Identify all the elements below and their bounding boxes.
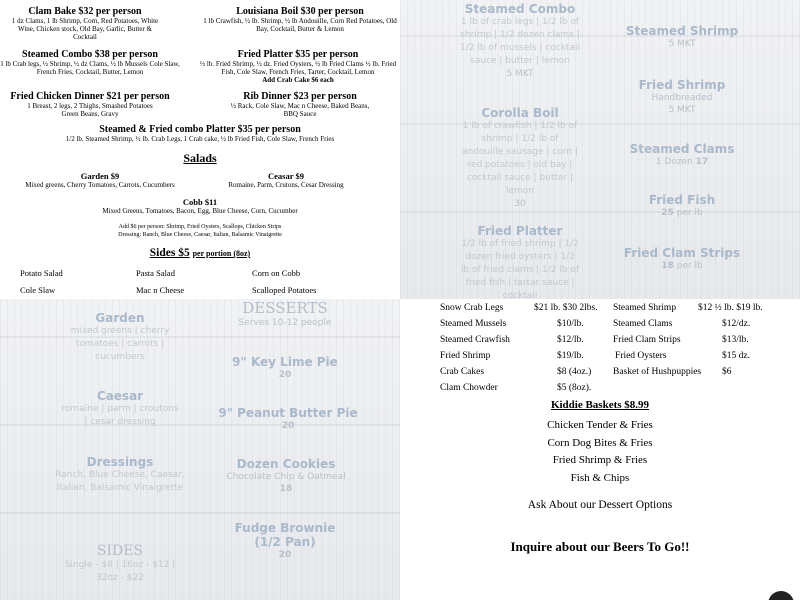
ghost-title: Corolla Boil	[481, 106, 559, 120]
ghost-desc: Single - $8 | 16oz - $12 | 32oz - $22	[64, 560, 176, 583]
price-value: $12/lb.	[557, 335, 584, 345]
price-value: $10/lb.	[557, 319, 584, 329]
ghost-title: Fried Platter	[477, 224, 563, 238]
price-value: $21 lb. $30 2lbs.	[534, 303, 598, 313]
side-item: Mac n Cheese	[136, 285, 185, 295]
ghost-sub	[624, 156, 740, 168]
ghost-price: 5 MKT	[668, 105, 696, 115]
ghost-title: Dressings	[86, 455, 154, 469]
price-name: Fried Clam Strips	[613, 335, 681, 345]
dessert-note: Ask About our Dessert Options	[527, 499, 673, 511]
menu-item-steamed-combo	[0, 49, 180, 76]
ghost-price: 5 MKT	[668, 39, 696, 49]
ghost-desc: Ranch, Blue Cheese, Caesar, Italian, Balsamic Vinaigrette	[55, 470, 185, 493]
wood-menu-panel-bottom	[0, 299, 400, 600]
item-title: Fried Platter $35 per person	[237, 49, 359, 60]
side-item: Pasta Salad	[136, 268, 175, 278]
kiddie-item: Fish & Chips	[570, 471, 630, 484]
salad-title: Ceasar $9	[268, 171, 304, 181]
ghost-item-steamed-combo	[460, 2, 580, 80]
menu-item-clam-bake	[0, 6, 170, 41]
ghost-price: 5 MKT	[506, 69, 534, 79]
item-desc: 1 lb Crawfish, ½ lb. Shrimp, ½ lb Andouille, Corn Red Potatoes, Old Bay, Cocktail, Butter & Lemon	[203, 17, 397, 33]
item-title: Fried Chicken Dinner $21 per person	[10, 91, 170, 102]
menu-item-fried-chicken	[0, 91, 180, 118]
item-title: Steamed & Fried combo Platter $35 per person	[99, 124, 301, 135]
ghost-price: 30	[514, 199, 526, 209]
ghost-item-fried-clam-strips	[620, 246, 744, 272]
ghost-item-caesar	[60, 389, 180, 429]
ghost-item-fried-platter	[460, 224, 580, 299]
ghost-item-dressings	[54, 455, 186, 495]
ghost-sub-text: 1 Dozen	[655, 157, 693, 167]
price-name: Crab Cakes	[440, 367, 485, 377]
ghost-desserts-header	[220, 299, 350, 329]
item-title: Louisiana Boil $30 per person	[236, 6, 364, 17]
menu-item-combo-platter	[0, 124, 400, 143]
item-desc: 1 lb Crab legs, ½ Shrimp, ½ dz Clams, ½ lb Mussels Cole Slaw, French Fries, Cocktail, Butter, Lemon	[0, 60, 180, 76]
item-desc: 1 dz Clams, 1 lb Shrimp, Corn, Red Potatoes, White Wine, Chicken stock, Old Bay, Garlic, Butter & Cocktail	[11, 17, 159, 41]
salad-desc: Mixed greens, Cherry Tomatoes, Carrots, Cucumbers	[25, 181, 175, 189]
ghost-item-fried-shrimp	[624, 78, 740, 116]
price-value: $12/dz.	[722, 319, 751, 329]
ghost-title: Steamed Clams	[629, 142, 735, 156]
ghost-price-line	[624, 207, 740, 219]
ghost-price: 20	[278, 370, 292, 380]
kiddie-baskets-heading: Kiddie Baskets $8.99	[550, 399, 650, 411]
item-title: Rib Dinner $23 per person	[243, 91, 357, 102]
ghost-desc: 1 lb of crawfish | 1/2 lb of shrimp | 1/2 lb of andouille sausage | corn | red potatoes | old bay | cocktail sauce | butter | lemon	[462, 121, 578, 196]
ghost-desc: Chocolate Chip & Oatmeal	[226, 472, 346, 482]
ghost-unit: per lb	[676, 261, 703, 271]
catering-menu-panel	[0, 0, 400, 299]
ghost-title: Fried Fish	[648, 193, 716, 207]
sides-heading	[0, 247, 400, 259]
price-name: Steamed Mussels	[440, 319, 507, 329]
salad-ceasar	[196, 171, 376, 189]
ghost-title: Steamed Shrimp	[625, 24, 739, 38]
ghost-desc: romaine | parm | croutons | cesar dressing	[61, 404, 179, 427]
circle-icon[interactable]	[768, 591, 794, 600]
salad-garden	[0, 171, 200, 189]
menu-item-fried-platter	[196, 49, 400, 84]
beers-note: Inquire about our Beers To Go!!	[510, 539, 690, 554]
price-row	[440, 303, 503, 313]
salad-cobb	[0, 197, 400, 215]
sides-title: Sides $5	[149, 247, 190, 259]
item-desc: ½ Rack, Cole Slaw, Mac n Cheese, Baked Beans, BBQ Sauce	[230, 102, 370, 118]
ghost-desc: 1 lb of crab legs | 1/2 lb of shrimp | 1/2 dozen clams | 1/2 lb of mussels | cocktail sauce | butter | lemon	[460, 17, 580, 66]
addon-line: Dressing: Ranch, Blue Cheese, Caesar, Italian, Balsamic Vinaigrette	[118, 232, 282, 238]
item-extra: Add Crab Cake $6 each	[262, 76, 334, 84]
item-title: Clam Bake $32 per person	[28, 6, 142, 17]
addon-line: Add $6 per person: Shrimp, Fried Oysters, Scallops, Chicken Strips	[118, 224, 282, 230]
ghost-item-steamed-clams	[624, 142, 740, 168]
ghost-price: 20	[278, 550, 292, 560]
kiddie-item: Fried Shrimp & Fries	[552, 454, 648, 466]
ghost-title: Steamed Combo	[464, 2, 576, 16]
price-value: $19/lb.	[557, 351, 584, 361]
ghost-title: Caesar	[96, 389, 144, 403]
price-name: Steamed Clams	[613, 319, 673, 329]
menu-item-rib-dinner	[200, 91, 400, 118]
ghost-price: 18	[661, 261, 674, 271]
ghost-item-dozen-cookies	[216, 457, 356, 495]
ghost-item-corolla-boil	[460, 106, 580, 210]
price-name: Fried Shrimp	[440, 351, 491, 361]
price-value: $13/lb.	[722, 335, 749, 345]
ghost-sub: Handbreaded	[651, 93, 713, 103]
price-value: $12 ½ lb. $19 lb.	[698, 303, 763, 313]
salad-addons	[0, 223, 400, 239]
ghost-sub: Serves 10-12 people	[238, 318, 332, 328]
salad-desc: Romaine, Parm, Crutons, Cesar Dressing	[228, 181, 344, 189]
price-value: $8 (4oz.)	[557, 367, 592, 377]
ghost-item-peanut-butter-pie	[216, 406, 360, 432]
menu-item-louisiana-boil	[200, 6, 400, 33]
ghost-item-fudge-brownie	[220, 521, 350, 561]
ghost-item-garden	[60, 311, 180, 364]
ghost-item-steamed-shrimp	[624, 24, 740, 50]
ghost-item-key-lime-pie	[220, 355, 350, 381]
ghost-title: 9" Key Lime Pie	[232, 355, 338, 369]
ghost-title: 9" Peanut Butter Pie	[218, 406, 358, 420]
price-name: Steamed Shrimp	[613, 303, 677, 313]
price-name: Snow Crab Legs	[440, 303, 504, 313]
price-name: Clam Chowder	[440, 383, 498, 393]
ghost-unit: per lb	[676, 208, 703, 218]
ghost-item-sides	[60, 543, 180, 585]
sides-portion: per portion (8oz)	[192, 249, 251, 258]
ghost-desc: 1/2 lb of fried shrimp | 1/2 dozen fried oysters | 1/2 lb of fried clams | 1/2 lb of fried fish | tartar sauce | cocktail	[460, 239, 580, 299]
ghost-desc: mixed greens | cherry tomatoes | carrots | cucumbers	[70, 326, 170, 362]
kiddie-item: Chicken Tender & Fries	[547, 419, 653, 431]
price-list-panel	[400, 299, 800, 600]
ghost-title: DESSERTS	[242, 299, 328, 317]
ghost-price-line	[620, 260, 744, 272]
ghost-price: 20	[281, 421, 295, 431]
ghost-title: Fried Clam Strips	[623, 246, 741, 260]
kiddie-item: Corn Dog Bites & Fries	[547, 436, 653, 449]
item-desc: 1/2 lb. Steamed Shrimp, ½ lb. Crab Legs, 1 Crab cake, ½ lb Fried Fish, Cole Slaw, French Fries	[65, 135, 335, 143]
ghost-title: Fried Shrimp	[638, 78, 726, 92]
ghost-title: SIDES	[96, 543, 144, 559]
side-item: Potato Salad	[20, 268, 63, 278]
item-desc: ½ lb. Fried Shrimp, ½ dz. Fried Oysters, ½ lb Fried Clams ½ lb. Fried Fish, Cole Slaw, French Fries, Tarter, Cocktail, Lemon	[199, 60, 397, 76]
price-name: Basket of Hushpuppies	[613, 367, 702, 377]
salad-title: Garden $9	[80, 171, 120, 181]
item-desc: 1 Breast, 2 legs, 2 Thighs, Smashed Potatoes Green Beans, Gravy	[27, 102, 153, 118]
item-title: Steamed Combo $38 per person	[22, 49, 158, 60]
kiddie-list	[400, 417, 800, 487]
ghost-price: 17	[695, 157, 709, 167]
price-name: Fried Oysters	[615, 351, 667, 361]
ghost-price: 18	[279, 484, 293, 494]
ghost-title: Garden	[95, 311, 145, 325]
ghost-price: 25	[661, 208, 674, 218]
price-value: $5 (8oz).	[557, 383, 592, 393]
ghost-item-fried-fish	[624, 193, 740, 219]
side-item: Cole Slaw	[20, 285, 56, 295]
price-name: Steamed Crawfish	[440, 335, 510, 345]
price-value: $6	[722, 367, 732, 377]
salad-title: Cobb $11	[182, 197, 218, 207]
salads-heading: Salads	[183, 151, 217, 165]
wood-menu-panel-top	[400, 0, 800, 299]
ghost-title: Dozen Cookies	[236, 457, 336, 471]
ghost-title: Fudge Brownie (1/2 Pan)	[234, 521, 336, 549]
side-item: Corn on Cobb	[252, 268, 301, 278]
side-item: Scalloped Potatoes	[252, 285, 317, 295]
salad-desc: Mixed Greens, Tomatoes, Bacon, Egg, Blue Cheese, Corn, Cucumber	[102, 207, 298, 215]
price-value: $15 dz.	[722, 351, 750, 361]
